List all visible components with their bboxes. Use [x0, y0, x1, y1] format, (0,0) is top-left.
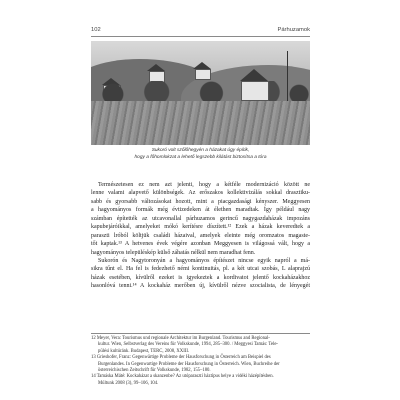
- figure-photo: [91, 41, 310, 145]
- body-line: hagyományos településkép külső záhatás nélkül nem maradhat fenn.: [91, 249, 256, 256]
- footnote-line: 13 Grieshofer, Franz: Gegenwärtige Probleme der Hausforschung in Österreich am Beispiel des: [91, 355, 271, 361]
- photo-roof: [240, 69, 268, 81]
- photo-roof: [147, 64, 165, 71]
- body-line: házak esetében, kívülről ezeket is igyekeztek a kordivatot jelentő kockaházakhoz: [91, 274, 310, 281]
- body-line: a hagyományos formák még évtizedeken át élethen maradtak. Így például nagy: [91, 207, 310, 214]
- body-line: paraszti lróból költjük családi házaival, amelyek eleinte még oromzatos magaste-: [91, 232, 310, 239]
- body-line: sikra tűnt el. Ha fel is fedezhető némi kontinuitás, pl. a két utcai szobás, L alaprajzú: [91, 266, 310, 273]
- figure-caption: [91, 148, 310, 161]
- photo-roof: [193, 62, 211, 69]
- footnote-line: 12 Meyer, Vera: Tourismus und regionale Architektur im Burgenland. Tourismus and Regional-: [91, 336, 270, 341]
- body-line: Természetesen ez nem azt jelenti, hogy a kétféle modernizáció között ne: [98, 182, 310, 188]
- footnote-line: österreichischen Zeitschrift für Volkskunde, 1982, 155–180.: [98, 367, 211, 373]
- body-line: tőt kaptak.¹³ A hetvenes évek végére azonban Meggyesen is világossá vált, hogy a: [91, 241, 310, 248]
- header-rule: [91, 36, 310, 37]
- body-line: számban építették az utcavonallal párhuzamos gerincű nagygazdaházak impozáns: [91, 215, 310, 222]
- footnote-line: Burgenlandes. In Gegenwartige Probleme der Hausforschung in Österreich. Wien, Buchreihe der: [98, 361, 280, 367]
- footnote-line: kultur. Wien, Selbstverlag des Vereins für Volkskunde, 1994, 285–300. / Meggyesi Tamás: Tele-: [98, 342, 278, 348]
- photo-house: [195, 69, 211, 80]
- caption-line: hogy a főhomlokzat a lehető legszebb kilátást biztosítsa a tóra: [134, 154, 267, 160]
- footnotes: [91, 336, 310, 387]
- body-text: [91, 181, 310, 291]
- footnote-line: pülési kultúránk. Budapest, TERC, 2008, XXIII.: [98, 348, 190, 354]
- photo-trees: [91, 81, 310, 103]
- page-number: 102: [91, 27, 101, 33]
- body-line: lenne valami alapvető különbségek. Az erőszakos kollektivizálás sokkal drasztiku-: [91, 190, 310, 197]
- footnote-rule: [91, 333, 310, 334]
- photo-house: [241, 81, 269, 101]
- body-line: kapubejáróikkal, amelyeket mókó kerítésre díszített.¹² Ezek a házak keveredtek a: [91, 224, 310, 231]
- body-line: Sukorón és Nagytoronyán a hagyományos építészet nincse egyik napról a má-: [98, 257, 310, 264]
- photo-utility-pole: [287, 51, 288, 106]
- body-line: sabb és gyorsabb változásokat hozott, mint a piacgazdasági kényszer. Meggyesen: [91, 198, 310, 205]
- running-title: Párhuzamok: [277, 27, 310, 33]
- caption-line: Sukoró volt szőlőhegyén a házakat úgy építik,: [151, 148, 250, 153]
- footnote-line: 14 Tamáska Máté: Kockaházat a skanzenbe? Az utóparaszti háztípus helye a vidéki házépítésben.: [91, 374, 274, 380]
- body-line: hasonlóvá tenni.¹⁴ A kockaház merőben új, kívülről nézve szocialista, de lényegét: [91, 283, 310, 290]
- photo-field: [91, 101, 310, 145]
- footnote-line: Múltunk 2008 (3), 99–106, 104.: [98, 380, 159, 386]
